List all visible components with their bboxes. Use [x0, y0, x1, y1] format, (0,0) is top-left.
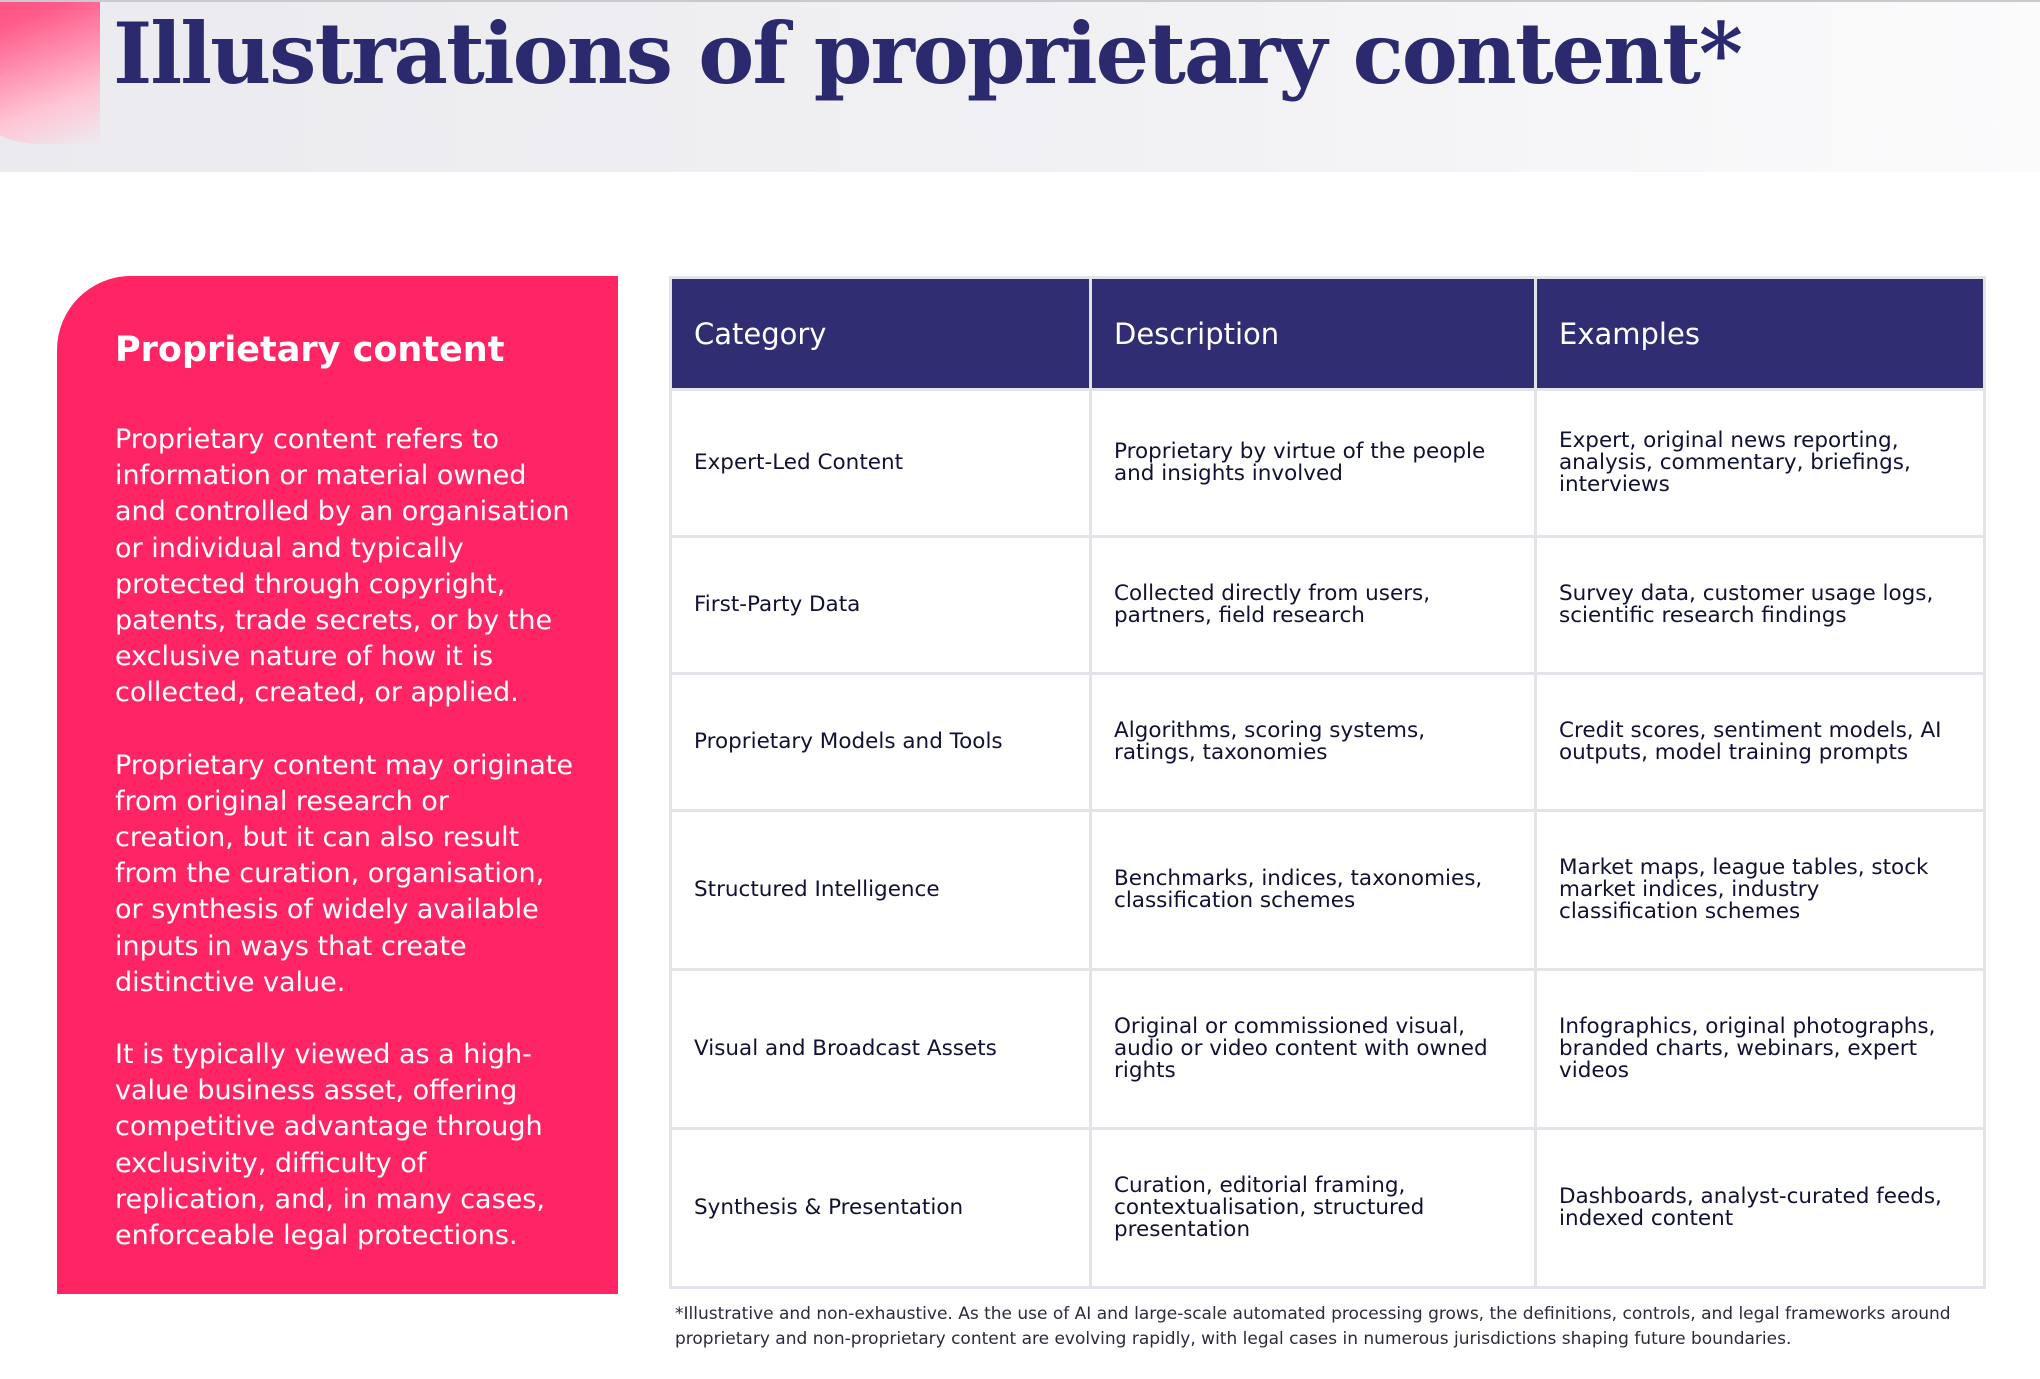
footnote: *Illustrative and non-exhaustive. As the use of AI and large-scale automated processing grows, the definitions, controls, and legal frameworks around proprietary and non-proprietary content are evolving rapidly, with legal cases in numerous jurisdictions shaping future boundaries.	[675, 1304, 1951, 1349]
panel-title: Proprietary content	[115, 330, 505, 370]
header-category: Category	[671, 278, 1091, 390]
description-cell: Curation, editorial framing, contextualisation, structured presentation	[1091, 1129, 1536, 1288]
category-cell: First-Party Data	[671, 537, 1091, 674]
description-cell: Collected directly from users, partners, field research	[1091, 537, 1536, 674]
header-examples: Examples	[1536, 278, 1985, 390]
examples-cell: Survey data, customer usage logs, scientific research findings	[1536, 537, 1985, 674]
page-title: Illustrations of proprietary content*	[113, 4, 1741, 103]
category-cell: Structured Intelligence	[671, 811, 1091, 970]
table-row	[671, 970, 1985, 1129]
table-header-row	[671, 278, 1985, 390]
table-row	[671, 674, 1985, 811]
examples-cell: Credit scores, sentiment models, AI outputs, model training prompts	[1536, 674, 1985, 811]
panel-paragraph: Proprietary content refers to information or material owned and controlled by an organisation or individual and typically protected through copyright, patents, trade secrets, or by the exclusive nature of how it is collected, created, or applied.	[115, 424, 570, 709]
table-row	[671, 390, 1985, 537]
table-row	[671, 1129, 1985, 1288]
description-cell: Proprietary by virtue of the people and insights involved	[1091, 390, 1536, 537]
panel-paragraph: It is typically viewed as a high-value business asset, offering competitive advantage through exclusivity, difficulty of replication, and, in many cases, enforceable legal protections.	[115, 1039, 545, 1252]
description-cell: Benchmarks, indices, taxonomies, classification schemes	[1091, 811, 1536, 970]
examples-cell: Dashboards, analyst-curated feeds, indexed content	[1536, 1129, 1985, 1288]
description-cell: Original or commissioned visual, audio or video content with owned rights	[1091, 970, 1536, 1129]
table-row	[671, 537, 1985, 674]
corner-accent-shape	[0, 0, 100, 144]
proprietary-content-table	[669, 276, 1986, 1289]
category-cell: Synthesis & Presentation	[671, 1129, 1091, 1288]
category-cell: Expert-Led Content	[671, 390, 1091, 537]
category-cell: Proprietary Models and Tools	[671, 674, 1091, 811]
proprietary-content-panel	[57, 276, 618, 1294]
table-row	[671, 811, 1985, 970]
content-table-wrapper	[669, 276, 1983, 1289]
header-description: Description	[1091, 278, 1536, 390]
category-cell: Visual and Broadcast Assets	[671, 970, 1091, 1129]
examples-cell: Market maps, league tables, stock market indices, industry classification schemes	[1536, 811, 1985, 970]
description-cell: Algorithms, scoring systems, ratings, taxonomies	[1091, 674, 1536, 811]
panel-paragraph: Proprietary content may originate from original research or creation, but it can also result from the curation, organisation, or synthesis of widely available inputs in ways that create distinctive value.	[115, 749, 573, 998]
examples-cell: Expert, original news reporting, analysis, commentary, briefings, interviews	[1536, 390, 1985, 537]
header-band	[0, 0, 2040, 172]
panel-body	[115, 422, 575, 1290]
examples-cell: Infographics, original photographs, branded charts, webinars, expert videos	[1536, 970, 1985, 1129]
